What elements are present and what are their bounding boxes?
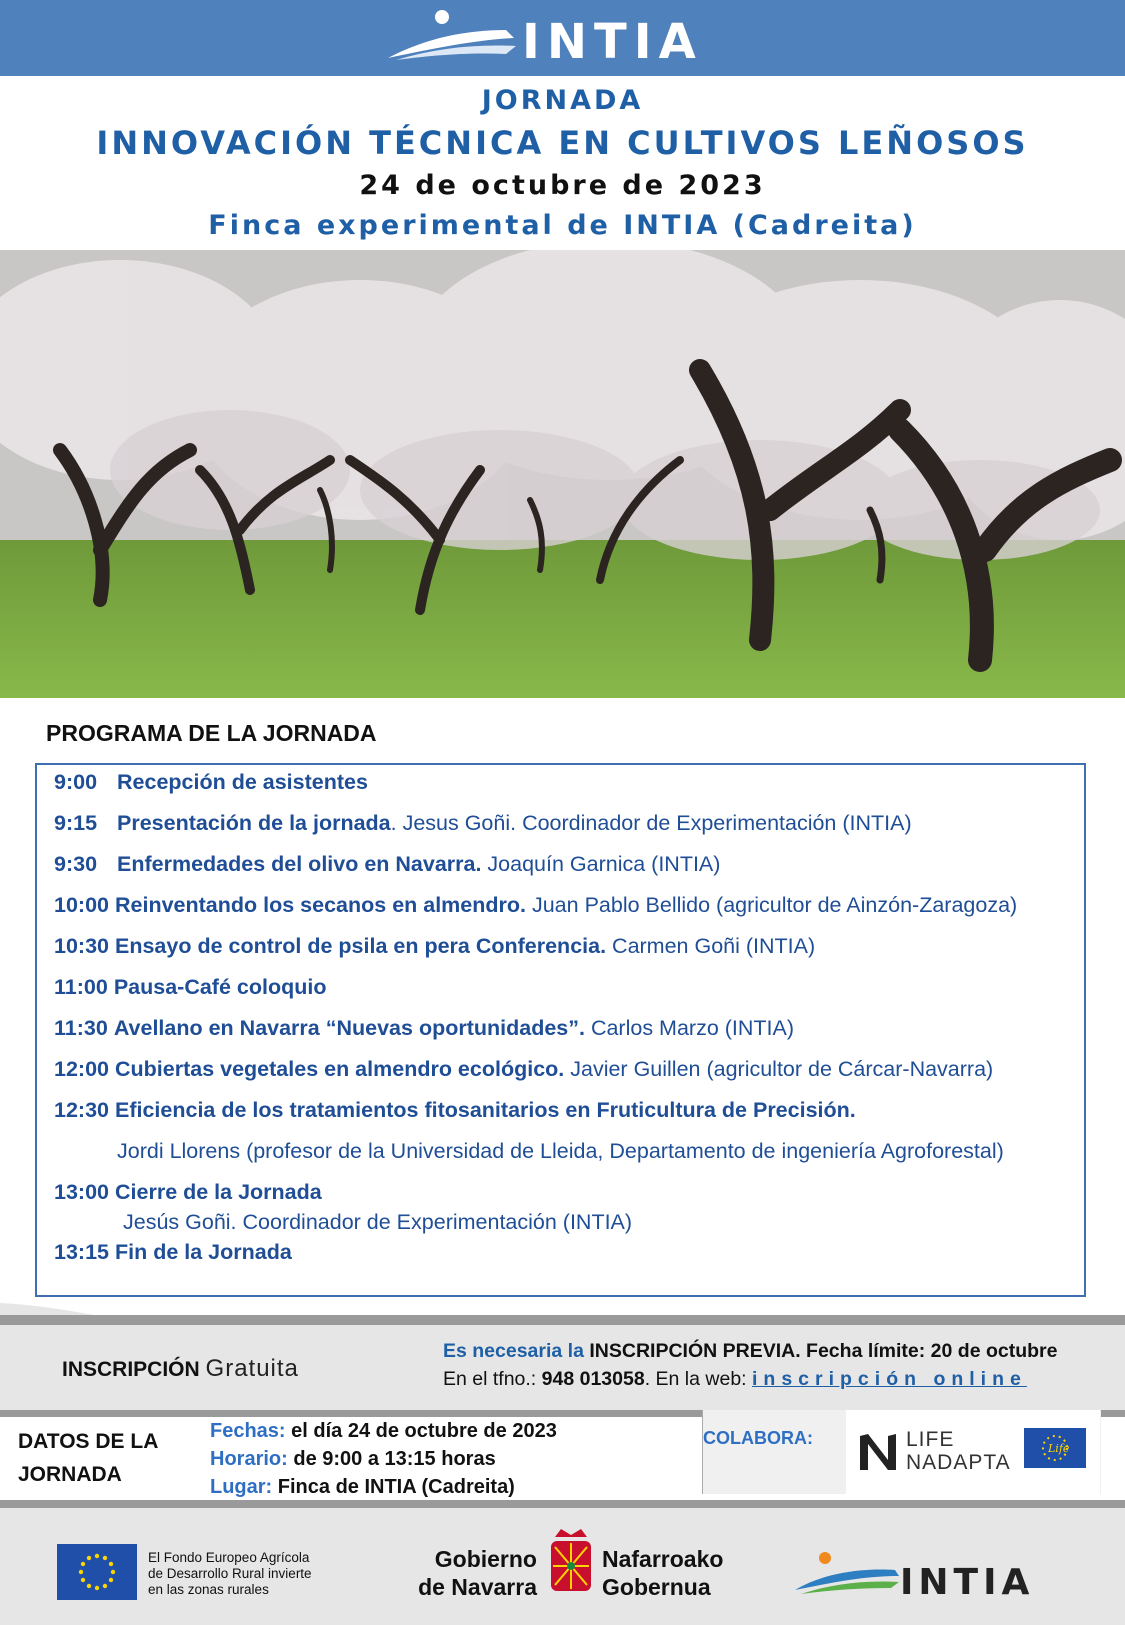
event-venue: Finca experimental de INTIA (Cadreita): [208, 210, 917, 241]
program-heading: PROGRAMA DE LA JORNADA: [46, 720, 377, 746]
registration-label: [62, 1355, 299, 1383]
item-time: 13:00: [54, 1180, 109, 1204]
item-title: Fin de la Jornada: [115, 1240, 292, 1264]
schedule-value: de 9:00 a 13:15 horas: [287, 1448, 496, 1470]
svg-text:Life: Life: [1048, 1442, 1070, 1455]
eu-flag-icon: [57, 1544, 137, 1600]
item-time: 11:00: [54, 975, 108, 999]
registration-deadline-text: INSCRIPCIÓN PREVIA. Fecha límite: 20 de octubre: [583, 1340, 1058, 1362]
date-value: el día 24 de octubre de 2023: [285, 1420, 557, 1442]
item-title: Presentación de la jornada: [117, 811, 391, 835]
program-item: [54, 1240, 292, 1265]
program-item: [54, 1098, 856, 1123]
item-time: 12:30: [54, 1098, 109, 1122]
feader-line: en las zonas rurales: [148, 1582, 269, 1597]
item-time: 13:15: [54, 1240, 109, 1264]
details-schedule: [210, 1448, 496, 1471]
program-item: [54, 852, 720, 877]
gobierno-line: de Navarra: [418, 1574, 537, 1600]
feader-line: El Fondo Europeo Agrícola: [148, 1550, 310, 1565]
details-date: [210, 1420, 557, 1443]
details-label: DATOS DE LA JORNADA: [18, 1430, 158, 1486]
life-word: LIFE: [906, 1428, 955, 1451]
item-time: 10:30: [54, 934, 109, 958]
life-nadapta-text: [906, 1428, 1011, 1474]
orchard-photo: [0, 250, 1125, 698]
life-n-icon: [856, 1430, 900, 1474]
feader-text: [148, 1550, 312, 1598]
item-speaker: Carlos Marzo (INTIA): [584, 1016, 795, 1040]
program-box: [35, 763, 1086, 1297]
program-item: [54, 975, 326, 1000]
event-titles: [0, 82, 1125, 246]
phone-label: En el tfno.:: [443, 1368, 542, 1390]
gobierno-navarra-text: [415, 1545, 537, 1601]
header-bar: [0, 0, 1125, 76]
divider-band: [0, 1500, 1125, 1508]
nafarroako-line: Gobernua: [602, 1574, 711, 1600]
program-item: [54, 1180, 322, 1205]
nadapta-word: NADAPTA: [906, 1451, 1011, 1474]
online-registration-link[interactable]: inscripción online: [752, 1368, 1027, 1390]
item-speaker: Jesús Goñi. Coordinador de Experimentación (INTIA): [123, 1210, 633, 1234]
event-name: INNOVACIÓN TÉCNICA EN CULTIVOS LEÑOSOS: [96, 124, 1029, 162]
registration-line-2: [443, 1368, 1027, 1391]
schedule-key: Horario:: [210, 1448, 288, 1470]
program-item: [54, 1057, 993, 1082]
collaborator-label: COLABORA:: [703, 1428, 813, 1448]
eu-life-logo-icon: [1024, 1428, 1086, 1478]
item-speaker: Juan Pablo Bellido (agricultor de Ainzón-Zaragoza): [526, 893, 1018, 917]
item-title: Cierre de la Jornada: [115, 1180, 322, 1204]
item-title: Avellano en Navarra “Nuevas oportunidades”.: [113, 1016, 585, 1040]
item-title: Pausa-Café coloquio: [113, 975, 327, 999]
intia-logo-text: INTIA: [522, 14, 703, 70]
intia-color-swoosh-icon: [795, 1550, 905, 1598]
item-time: 9:30: [54, 852, 98, 876]
item-title: Cubiertas vegetales en almendro ecológico.: [115, 1057, 565, 1081]
item-speaker: Jordi Llorens (profesor de la Universidad de Lleida, Departamento de ingeniería Agroforestal): [117, 1139, 1004, 1163]
registration-line-1: [443, 1340, 1057, 1363]
item-title: Enfermedades del olivo en Navarra.: [117, 852, 482, 876]
feader-line: de Desarrollo Rural invierte: [148, 1566, 312, 1581]
gobierno-line: Gobierno: [434, 1546, 537, 1572]
item-time: 10:00: [54, 893, 109, 917]
place-value: Finca de INTIA (Cadreita): [272, 1476, 515, 1498]
divider-band: [0, 1315, 1125, 1325]
item-title: Reinventando los secanos en almendro.: [115, 893, 526, 917]
item-time: 9:15: [54, 811, 98, 835]
event-date: 24 de octubre de 2023: [359, 170, 766, 201]
details-place: [210, 1476, 515, 1499]
item-speaker: Javier Guillen (agricultor de Cárcar-Navarra): [564, 1057, 994, 1081]
item-title: Eficiencia de los tratamientos fitosanitarios en Fruticultura de Precisión.: [115, 1098, 856, 1122]
nafarroako-line: Nafarroako: [602, 1546, 724, 1572]
program-item: [54, 934, 815, 959]
navarra-coat-of-arms-icon: [545, 1527, 597, 1607]
item-title: Ensayo de control de psila en pera Conferencia.: [115, 934, 607, 958]
registration-required-text: Es necesaria la: [443, 1340, 584, 1362]
intia-footer-logo-text: INTIA: [900, 1562, 1035, 1603]
item-time: 12:00: [54, 1057, 109, 1081]
program-item: [54, 1016, 794, 1041]
program-item: [54, 770, 368, 795]
program-item: [54, 811, 912, 836]
program-item: [54, 893, 1017, 918]
item-speaker: Joaquín Garnica (INTIA): [481, 852, 721, 876]
date-key: Fechas:: [210, 1420, 286, 1442]
registration-label-free: Gratuita: [205, 1355, 299, 1382]
web-label: . En la web:: [644, 1368, 752, 1390]
registration-label-main: INSCRIPCIÓN: [62, 1358, 200, 1381]
nafarroako-gobernua-text: [602, 1545, 723, 1601]
item-speaker: . Jesus Goñi. Coordinador de Experimentación (INTIA): [390, 811, 912, 835]
item-time: 11:30: [54, 1016, 108, 1040]
item-title: Recepción de asistentes: [117, 770, 368, 794]
item-speaker: Carmen Goñi (INTIA): [606, 934, 816, 958]
phone-number: 948 013058: [541, 1368, 645, 1390]
item-time: 9:00: [54, 770, 98, 794]
event-type: JORNADA: [481, 85, 644, 116]
place-key: Lugar:: [210, 1476, 273, 1498]
